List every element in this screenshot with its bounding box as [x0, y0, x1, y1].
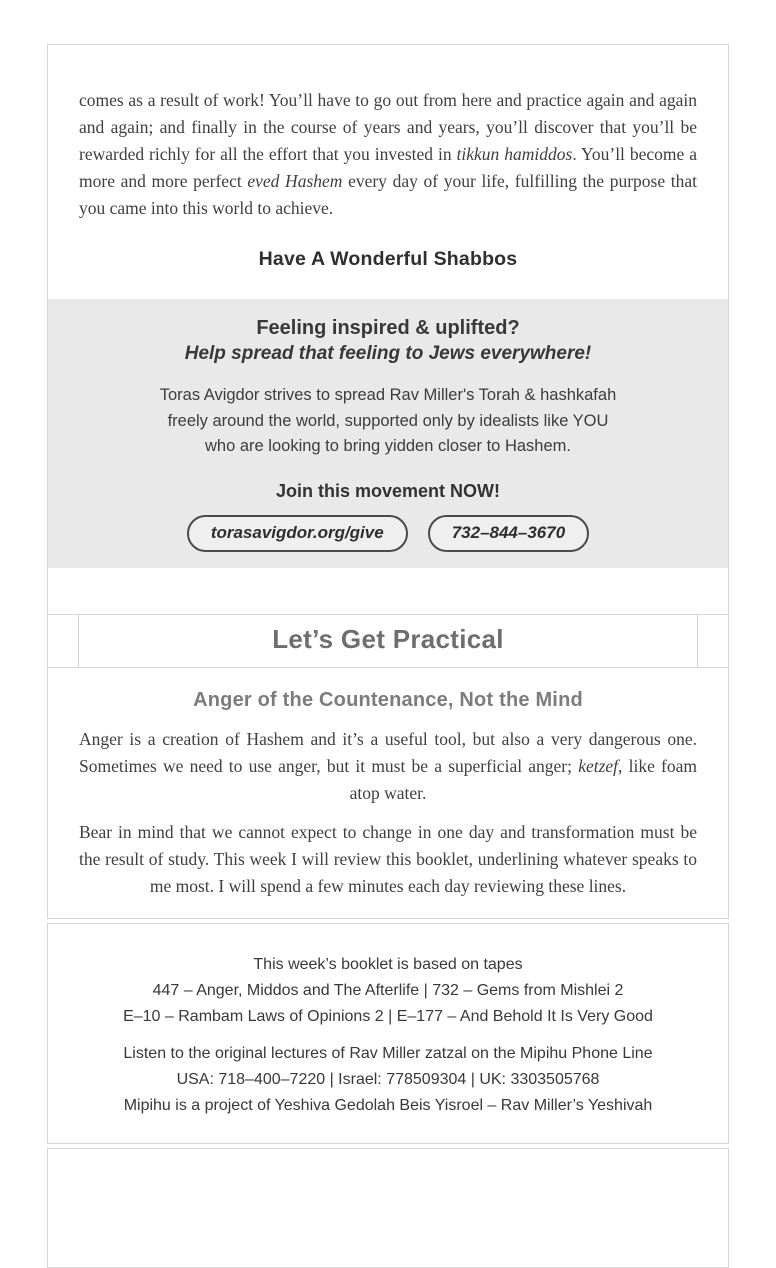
promo-cta: Join this movement NOW!: [275, 480, 500, 501]
promo-body-line-1: Toras Avigdor strives to spread Rav Miller's Torah & hashkafah: [159, 386, 617, 404]
practical-p1-italic-ketzef: ketzef: [578, 755, 619, 776]
tapes-line-2: [62, 1004, 714, 1030]
tape-title-e177: And Behold It Is Very Good: [456, 1007, 653, 1025]
practical-p1-text-1: Anger is a creation of Hashem and it’s a useful tool, but also a very dangerous one. Sometimes we need to use anger, but it must be a superficial anger;: [79, 728, 697, 776]
next-section-cutoff: [47, 1148, 729, 1268]
promo-subheadline: Help spread that feeling to Jews everywhere!: [184, 343, 592, 364]
promo-buttons-row: [88, 515, 688, 552]
tape-title-732: Gems from Mishlei 2: [472, 981, 624, 999]
practical-header-band: [48, 614, 728, 668]
mipihu-line-1: Listen to the original lectures of Rav Miller zatzal on the Mipihu Phone Line: [123, 1044, 653, 1062]
mipihu-project-text: Mipihu is a project of Yeshiva Gedolah Beis: [123, 1096, 435, 1114]
practical-paragraph-1: [79, 726, 697, 807]
main-section: [47, 44, 729, 919]
tape-number-e10: E–10 –: [123, 1007, 174, 1025]
tapes-section: [47, 923, 729, 1144]
mipihu-line-3: [62, 1093, 714, 1119]
practical-p1-text-2: , like foam atop water.: [349, 755, 697, 803]
mipihu-yeshivah-text: Rav Miller’s Yeshivah: [496, 1096, 653, 1114]
tape-title-e10: Rambam Laws of Opinions 2 |: [173, 1007, 397, 1025]
practical-header-cell: [78, 615, 698, 667]
intro-italic-eved-hashem: eved Hashem: [247, 171, 343, 191]
page-container: [47, 44, 729, 1268]
tape-number-732: 732 –: [432, 981, 473, 999]
intro-text-2: . You’ll become a more and more perfect: [79, 144, 697, 191]
practical-section-title: Let’s Get Practical: [272, 623, 504, 654]
tape-number-e177: E–177 –: [396, 1007, 457, 1025]
practical-subtitle: Anger of the Countenance, Not the Mind: [193, 688, 583, 711]
promo-headline: Feeling inspired & uplifted?: [256, 317, 520, 339]
donate-website-button[interactable]: torasavigdor.org/give: [187, 515, 408, 552]
intro-italic-tikkun-hamiddos: tikkun hamiddos: [456, 144, 573, 164]
intro-text-1: comes as a result of work! You’ll have to go out from here and practice again and again and again; and finally in the course of years and years, you’ll discover that you’ll be rewarded richly for all the effort that you invested in: [79, 90, 697, 164]
tapes-line-1: [62, 978, 714, 1004]
shabbos-greeting: Have A Wonderful Shabbos: [258, 248, 518, 270]
tapes-intro-line: This week’s booklet is based on tapes: [253, 955, 523, 973]
mipihu-yisroel-bold: Yisroel –: [434, 1096, 497, 1114]
mipihu-phone-numbers-line: USA: 718–400–7220 | Israel: 778509304 | UK: 3303505768: [176, 1070, 600, 1088]
intro-paragraph: [79, 45, 697, 222]
intro-text-3: every day of your life, fulfilling the purpose that you came into this world to achieve.: [79, 171, 697, 218]
promo-box: [48, 299, 728, 568]
promo-body-line-2: freely around the world, supported only by idealists like YOU: [167, 411, 609, 430]
practical-paragraph-2: Bear in mind that we cannot expect to change in one day and transformation must be the result of study. This week I will review this booklet, underlining whatever speaks to me most. I will spend a few minutes each day reviewing these lines.: [79, 821, 697, 896]
tape-number-447: 447 –: [152, 981, 193, 999]
tape-title-447: Anger, Middos and The Afterlife |: [192, 981, 433, 999]
mipihu-block: [62, 1041, 714, 1119]
donate-phone-button[interactable]: 732–844–3670: [428, 515, 589, 552]
promo-body-line-3: who are looking to bring yidden closer to Hashem.: [205, 437, 571, 455]
promo-body: [88, 383, 688, 460]
tapes-block: [62, 952, 714, 1030]
